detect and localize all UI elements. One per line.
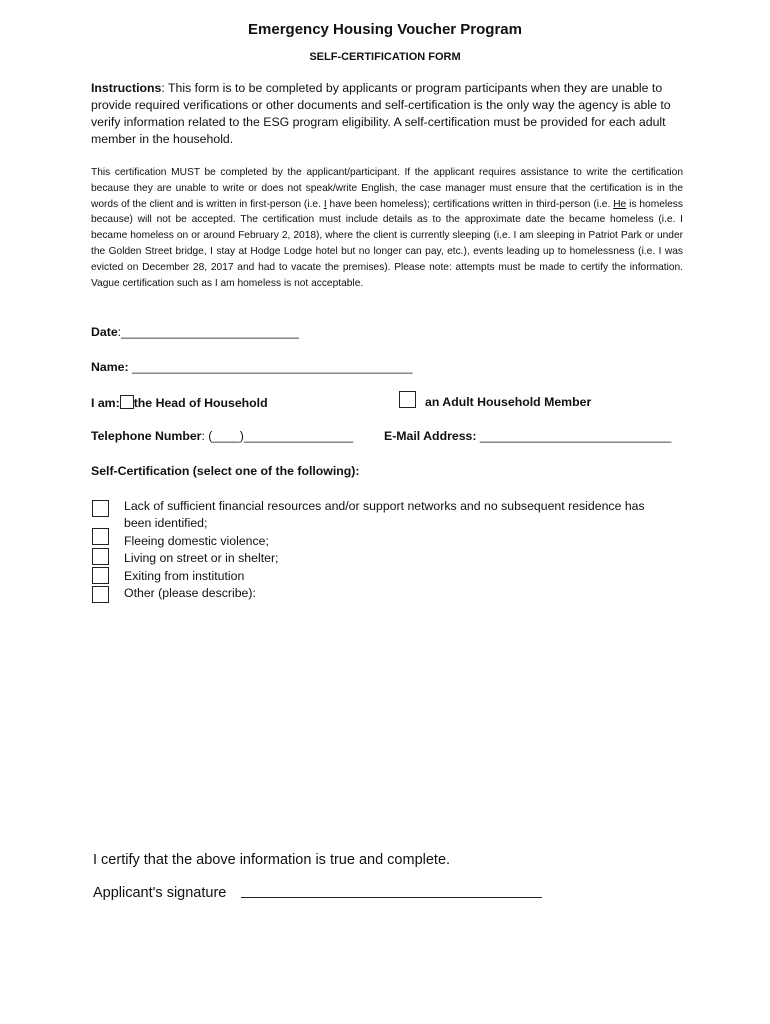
role-field: [91, 395, 268, 410]
option-label-institution: Exiting from institution: [124, 569, 245, 583]
cert-note-part2: have been homeless); certifications written in third-person (i.e.: [326, 198, 614, 210]
option-checkbox-street-shelter[interactable]: [92, 548, 109, 565]
form-title: Emergency Housing Voucher Program: [248, 21, 522, 38]
name-blank[interactable]: _________________________________________: [128, 360, 413, 374]
cert-note-part3: is homeless because) will not be accepted. The certification must include details as to the approximate date the became homeless (i.e. I became homeless on or around February 2, 2018), where the client is currently sleeping (i.e. I am sleeping in Patriot Park or under the Golden Street bridge, I stay at Hodge Lodge hotel but no longer can pay, etc.), events leading up to homelessness (i.e. I was evicted on December 28, 2017 and had to vacate the premises). Please note: attempts must be made to certify the information. Vague certification such as I am homeless is not acceptable.: [91, 198, 683, 289]
signature-line[interactable]: [241, 897, 542, 898]
cert-note-part1: This certification MUST be completed by the applicant/participant. If the applicant requires assistance to write the certification because they are unable to write or does not speak/write English, the case manager must ensure that the certification is in the words of the client and is written in first-person (i.e.: [91, 167, 683, 210]
option-label-financial: Lack of sufficient financial resources and/or support networks and no subsequent residence has been identified;: [124, 499, 645, 530]
head-of-household-label: the Head of Household: [133, 396, 268, 410]
self-cert-heading: Self-Certification (select one of the following):: [91, 464, 360, 478]
date-field[interactable]: [91, 325, 299, 339]
form-subtitle: SELF-CERTIFICATION FORM: [309, 51, 461, 63]
iam-label: I am:: [91, 396, 120, 410]
instructions-text: : This form is to be completed by applicants or program participants when they are unable to provide required verifications or other documents and self-certification is the only way the agency is able to verify information related to the ESG program eligibility. A self-certification must be provided for each adult member in the household.: [91, 81, 671, 146]
option-checkbox-other[interactable]: [92, 586, 109, 603]
option-label-street-shelter: Living on street or in shelter;: [124, 551, 279, 565]
option-checkbox-domestic-violence[interactable]: [92, 528, 109, 545]
name-field[interactable]: [91, 360, 412, 374]
option-label-domestic-violence: Fleeing domestic violence;: [124, 534, 269, 548]
option-checkbox-institution[interactable]: [92, 567, 109, 584]
adult-member-label: an Adult Household Member: [425, 395, 592, 409]
name-label: Name:: [91, 360, 129, 374]
option-checkbox-financial[interactable]: [92, 500, 109, 517]
signature-label: Applicant's signature: [93, 885, 227, 901]
telephone-label: Telephone Number: [91, 429, 202, 443]
instructions-paragraph: [91, 80, 683, 148]
first-person-example: I: [323, 198, 327, 210]
telephone-blank[interactable]: : (____)________________: [201, 429, 354, 443]
option-label-other: Other (please describe):: [124, 586, 256, 600]
third-person-example: He: [613, 198, 627, 210]
email-label: E-Mail Address:: [384, 429, 480, 443]
certification-note: [91, 165, 683, 291]
instructions-label: Instructions: [91, 81, 162, 95]
date-blank[interactable]: :__________________________: [117, 325, 299, 339]
email-field[interactable]: [384, 429, 671, 443]
email-blank[interactable]: ____________________________: [479, 429, 672, 443]
adult-member-checkbox[interactable]: [399, 391, 416, 408]
certify-statement: I certify that the above information is true and complete.: [93, 852, 451, 868]
telephone-field[interactable]: [91, 429, 353, 443]
head-of-household-checkbox[interactable]: [120, 395, 134, 409]
date-label: Date: [91, 325, 118, 339]
